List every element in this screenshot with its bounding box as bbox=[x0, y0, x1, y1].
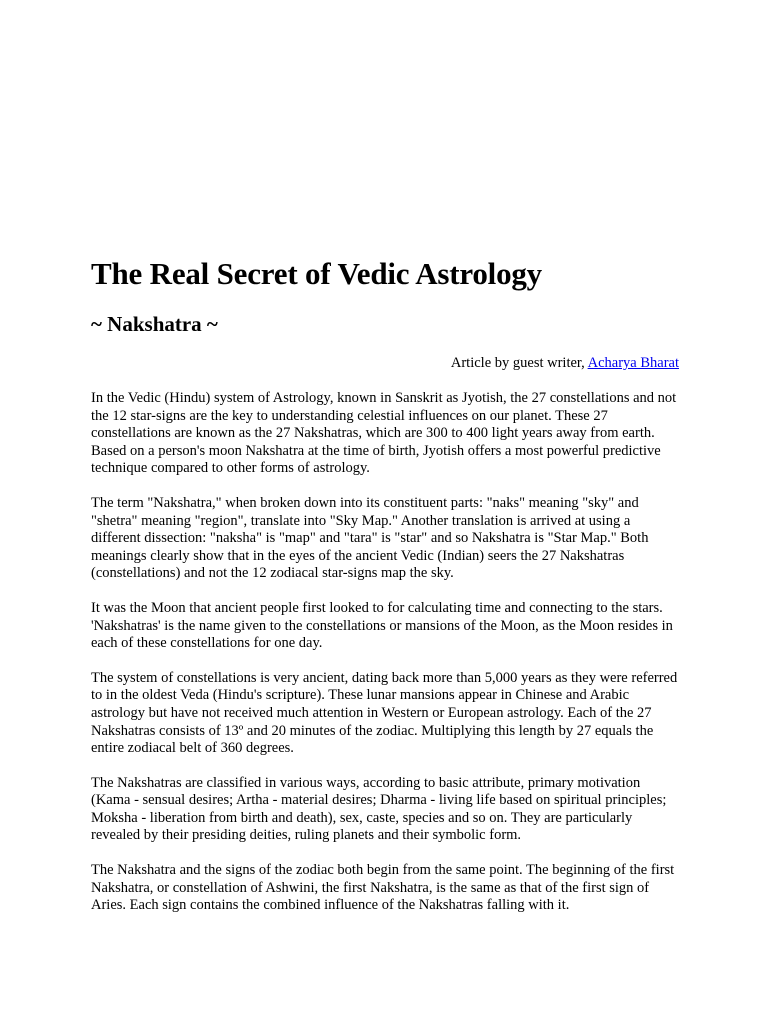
paragraph-3: It was the Moon that ancient people first looked to for calculating time and connecting to the stars. 'Nakshatras' is the name given to the constellations or mansions of the Moon, as the Moon resides in each of these constellations for one day. bbox=[91, 599, 673, 652]
paragraph-5: The Nakshatras are classified in various ways, according to basic attribute, primary motivation (Kama - sensual desires; Artha - material desires; Dharma - living life based on spiritual principles; Moksha - liberation from birth and death), sex, caste, species and so on. They are particularly revealed by their presiding deities, ruling planets and their symbolic form. bbox=[91, 774, 667, 844]
paragraph-6: The Nakshatra and the signs of the zodiac both begin from the same point. The beginning of the first Nakshatra, or constellation of Ashwini, the first Nakshatra, is the same as that of the first sign of Aries. Each sign contains the combined influence of the Nakshatras falling with it. bbox=[91, 862, 675, 914]
byline bbox=[91, 354, 679, 372]
author-link[interactable]: Acharya Bharat bbox=[587, 355, 679, 371]
article bbox=[91, 256, 679, 915]
paragraph-1: In the Vedic (Hindu) system of Astrology, known in Sanskrit as Jyotish, the 27 constellations and not the 12 star-signs are the key to understanding celestial influences on our planet. These 27 constellations are known as the 27 Nakshatras, which are 300 to 400 light years away from earth. Based on a person's moon Nakshatra at the time of birth, Jyotish offers a most powerful predictive technique compared to other forms of astrology. bbox=[91, 390, 677, 477]
paragraph-2: The term "Nakshatra," when broken down into its constituent parts: "naks" meaning "sky" and "shetra" meaning "region", translate into "Sky Map." Another translation is arrived at using a different dissection: "naksha" is "map" and "tara" is "star" and so Nakshatra is "Star Map." Both meanings clearly show that in the eyes of the ancient Vedic (Indian) seers the 27 Nakshatras (constellations) and not the 12 zodiacal star-signs map the sky. bbox=[91, 494, 649, 582]
article-title: The Real Secret of Vedic Astrology bbox=[91, 256, 542, 291]
paragraph-4: The system of constellations is very ancient, dating back more than 5,000 years as they were referred to in the oldest Veda (Hindu's scripture). These lunar mansions appear in Chinese and Arabic astrology but have not received much attention in Western or European astrology. Each of the 27 Nakshatras consists of 13º and 20 minutes of the zodiac. Multiplying this length by 27 equals the entire zodiacal belt of 360 degrees. bbox=[91, 669, 678, 757]
byline-prefix: Article by guest writer, bbox=[450, 355, 588, 371]
article-subtitle: ~ Nakshatra ~ bbox=[91, 312, 218, 336]
